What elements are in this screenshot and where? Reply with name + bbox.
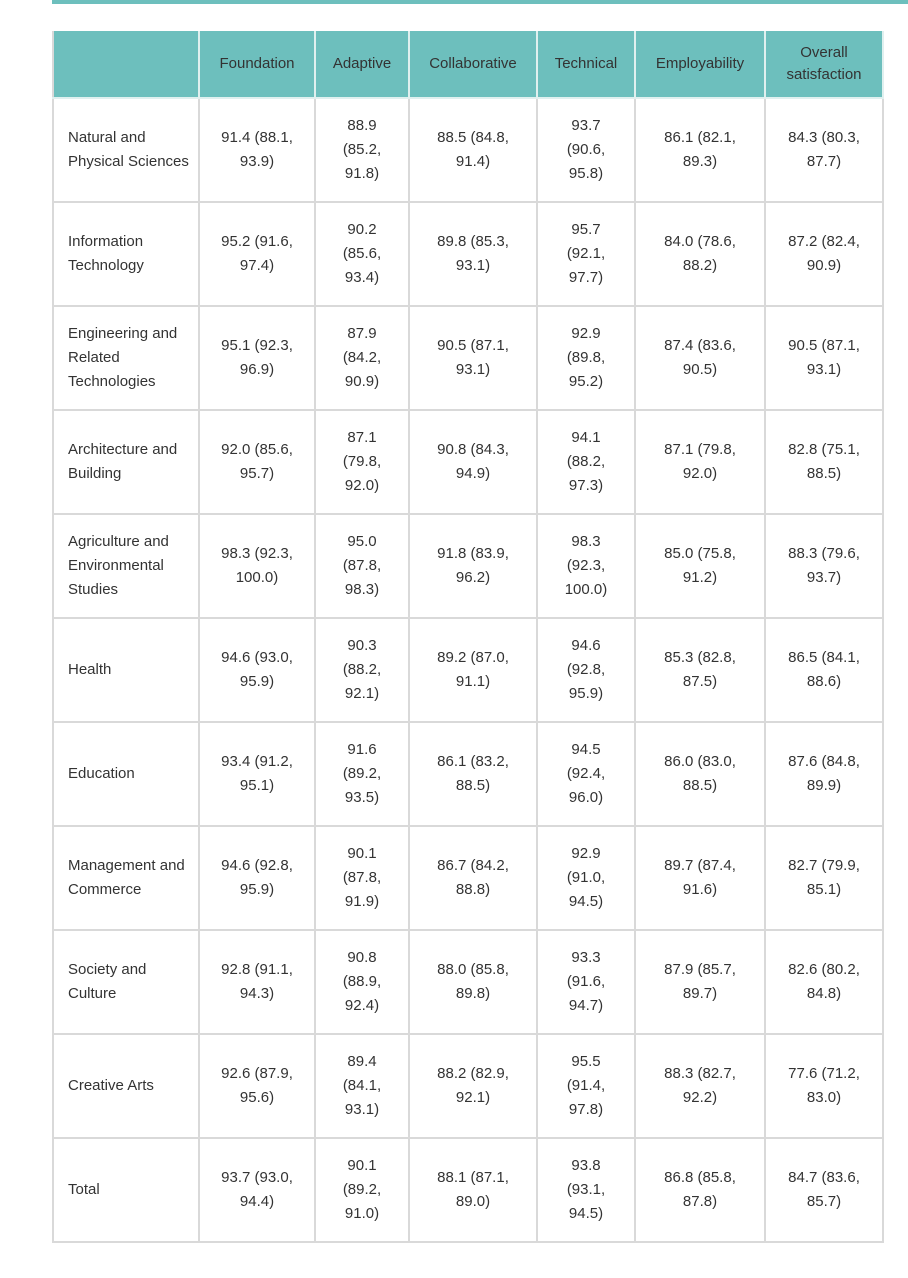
table-cell [635,202,765,306]
row-label: Education [53,722,199,826]
table-cell [635,98,765,202]
table-cell [315,1034,409,1138]
table-cell [537,306,635,410]
cell-value: 84.3 (80.3, 87.7) [788,129,860,170]
table-cell [199,514,315,618]
cell-value: 95.7 (92.1, 97.7) [566,221,606,286]
cell-value: 94.6 (92.8, 95.9) [221,857,293,898]
table-cell [199,618,315,722]
table-cell [537,618,635,722]
cell-value: 90.8 (88.9, 92.4) [342,949,382,1014]
cell-value: 85.0 (75.8, 91.2) [664,545,736,586]
table-cell [635,1138,765,1242]
table-row [53,410,883,514]
row-label: Total [53,1138,199,1242]
table-cell [537,98,635,202]
table-cell [765,514,883,618]
cell-value: 92.9 (91.0, 94.5) [566,845,606,910]
column-header-adaptive: Adaptive [315,31,409,98]
table-cell [315,930,409,1034]
cell-value: 88.3 (82.7, 92.2) [664,1065,736,1106]
column-header-collaborative: Collaborative [409,31,537,98]
row-label: Architecture and Building [53,410,199,514]
table-row [53,514,883,618]
cell-value: 94.6 (93.0, 95.9) [221,649,293,690]
cell-value: 90.2 (85.6, 93.4) [342,221,382,286]
cell-value: 90.1 (87.8, 91.9) [342,845,382,910]
cell-value: 82.8 (75.1, 88.5) [788,441,860,482]
table-cell [315,410,409,514]
cell-value: 94.5 (92.4, 96.0) [566,741,606,806]
table-cell [537,202,635,306]
cell-value: 95.2 (91.6, 97.4) [221,233,293,274]
cell-value: 91.4 (88.1, 93.9) [221,129,293,170]
row-label: Natural and Physical Sciences [53,98,199,202]
cell-value: 91.8 (83.9, 96.2) [437,545,509,586]
top-accent-bar [52,0,908,4]
row-label: Agriculture and Environmental Studies [53,514,199,618]
cell-value: 87.9 (85.7, 89.7) [664,961,736,1002]
cell-value: 88.9 (85.2, 91.8) [342,117,382,182]
table-cell [199,306,315,410]
cell-value: 84.7 (83.6, 85.7) [788,1169,860,1210]
table-row [53,202,883,306]
table-cell [409,722,537,826]
table-row [53,722,883,826]
table-row [53,1034,883,1138]
table-row [53,1138,883,1242]
table-cell [635,514,765,618]
cell-value: 92.0 (85.6, 95.7) [221,441,293,482]
table-cell [765,930,883,1034]
table-cell [537,1034,635,1138]
cell-value: 86.1 (83.2, 88.5) [437,753,509,794]
table-cell [635,410,765,514]
cell-value: 87.9 (84.2, 90.9) [342,325,382,390]
cell-value: 94.1 (88.2, 97.3) [566,429,606,494]
table-cell [199,202,315,306]
row-label: Creative Arts [53,1034,199,1138]
table-row [53,930,883,1034]
cell-value: 98.3 (92.3, 100.0) [564,533,608,598]
cell-value: 95.0 (87.8, 98.3) [342,533,382,598]
cell-value: 88.2 (82.9, 92.1) [437,1065,509,1106]
cell-value: 98.3 (92.3, 100.0) [221,545,293,586]
table-cell [409,826,537,930]
table-row [53,98,883,202]
table-cell [765,1034,883,1138]
cell-value: 77.6 (71.2, 83.0) [788,1065,860,1106]
cell-value: 89.8 (85.3, 93.1) [437,233,509,274]
cell-value: 82.6 (80.2, 84.8) [788,961,860,1002]
cell-value: 90.8 (84.3, 94.9) [437,441,509,482]
table-cell [409,98,537,202]
cell-value: 90.3 (88.2, 92.1) [342,637,382,702]
table-cell [537,1138,635,1242]
table-cell [635,722,765,826]
table-cell [537,410,635,514]
cell-value: 88.5 (84.8, 91.4) [437,129,509,170]
table-body [53,98,883,1242]
cell-value: 87.6 (84.8, 89.9) [788,753,860,794]
cell-value: 89.2 (87.0, 91.1) [437,649,509,690]
table-cell [315,826,409,930]
cell-value: 92.9 (89.8, 95.2) [566,325,606,390]
cell-value: 93.4 (91.2, 95.1) [221,753,293,794]
table-cell [409,514,537,618]
cell-value: 86.7 (84.2, 88.8) [437,857,509,898]
column-header-overall-satisfaction: Overall satisfaction [765,31,883,98]
table-cell [765,202,883,306]
cell-value: 86.0 (83.0, 88.5) [664,753,736,794]
table-row [53,618,883,722]
table-cell [315,1138,409,1242]
cell-value: 86.1 (82.1, 89.3) [664,129,736,170]
cell-value: 86.8 (85.8, 87.8) [664,1169,736,1210]
table-cell [537,514,635,618]
table-cell [199,930,315,1034]
table-cell [315,306,409,410]
cell-value: 85.3 (82.8, 87.5) [664,649,736,690]
table-cell [635,1034,765,1138]
cell-value: 89.4 (84.1, 93.1) [342,1053,382,1118]
table-cell [635,618,765,722]
cell-value: 91.6 (89.2, 93.5) [342,741,382,806]
header-row [53,31,883,98]
cell-value: 93.8 (93.1, 94.5) [566,1157,606,1222]
cell-value: 84.0 (78.6, 88.2) [664,233,736,274]
cell-value: 90.1 (89.2, 91.0) [342,1157,382,1222]
table-cell [765,306,883,410]
cell-value: 90.5 (87.1, 93.1) [788,337,860,378]
column-header-employability: Employability [635,31,765,98]
table-cell [199,826,315,930]
table-cell [199,1034,315,1138]
table-cell [409,202,537,306]
table-cell [635,306,765,410]
cell-value: 88.0 (85.8, 89.8) [437,961,509,1002]
table-header [53,31,883,98]
cell-value: 86.5 (84.1, 88.6) [788,649,860,690]
table-cell [635,826,765,930]
cell-value: 93.7 (93.0, 94.4) [221,1169,293,1210]
table-cell [315,98,409,202]
table-cell [765,98,883,202]
column-header-technical: Technical [537,31,635,98]
table-cell [199,722,315,826]
table-cell [537,722,635,826]
table-cell [409,1034,537,1138]
column-header-corner [53,31,199,98]
table-cell [315,202,409,306]
table-cell [199,98,315,202]
cell-value: 90.5 (87.1, 93.1) [437,337,509,378]
cell-value: 87.2 (82.4, 90.9) [788,233,860,274]
row-label: Engineering and Related Technologies [53,306,199,410]
table-cell [315,618,409,722]
table-cell [409,618,537,722]
satisfaction-table [52,31,884,1243]
table-cell [315,722,409,826]
row-label: Society and Culture [53,930,199,1034]
table-cell [635,930,765,1034]
table-cell [765,410,883,514]
cell-value: 88.3 (79.6, 93.7) [788,545,860,586]
table-cell [199,1138,315,1242]
column-header-foundation: Foundation [199,31,315,98]
cell-value: 95.5 (91.4, 97.8) [566,1053,606,1118]
table-cell [199,410,315,514]
row-label: Health [53,618,199,722]
cell-value: 87.1 (79.8, 92.0) [342,429,382,494]
table-cell [409,306,537,410]
table-cell [765,722,883,826]
table-cell [315,514,409,618]
table-cell [765,618,883,722]
cell-value: 92.8 (91.1, 94.3) [221,961,293,1002]
table-cell [765,826,883,930]
cell-value: 89.7 (87.4, 91.6) [664,857,736,898]
cell-value: 88.1 (87.1, 89.0) [437,1169,509,1210]
table-cell [409,410,537,514]
table-cell [409,930,537,1034]
row-label: Management and Commerce [53,826,199,930]
cell-value: 94.6 (92.8, 95.9) [566,637,606,702]
cell-value: 87.4 (83.6, 90.5) [664,337,736,378]
table-row [53,826,883,930]
table-cell [537,826,635,930]
cell-value: 95.1 (92.3, 96.9) [221,337,293,378]
table-cell [537,930,635,1034]
table-cell [765,1138,883,1242]
cell-value: 93.3 (91.6, 94.7) [566,949,606,1014]
cell-value: 92.6 (87.9, 95.6) [221,1065,293,1106]
table-row [53,306,883,410]
table-cell [409,1138,537,1242]
cell-value: 82.7 (79.9, 85.1) [788,857,860,898]
cell-value: 87.1 (79.8, 92.0) [664,441,736,482]
cell-value: 93.7 (90.6, 95.8) [566,117,606,182]
row-label: Information Technology [53,202,199,306]
